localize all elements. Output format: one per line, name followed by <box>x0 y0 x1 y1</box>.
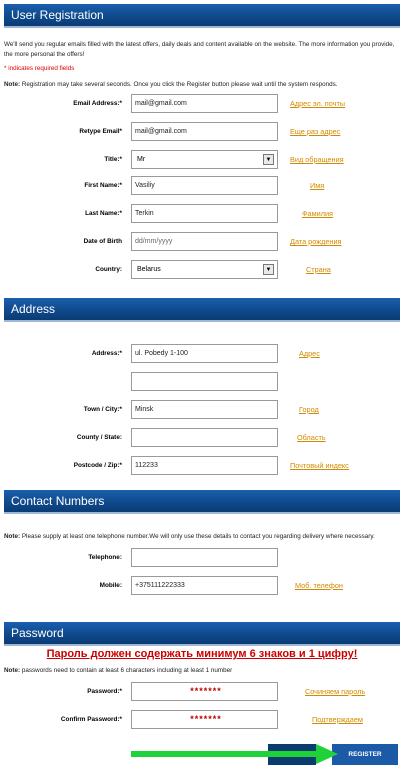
town-field[interactable]: Minsk <box>131 400 278 419</box>
mobile-field[interactable]: +375111222333 <box>131 576 278 595</box>
green-arrow-icon <box>316 744 338 764</box>
address2-row <box>0 372 404 392</box>
county-field[interactable] <box>131 428 278 447</box>
last-name-field[interactable]: Terkin <box>131 204 278 223</box>
telephone-field[interactable] <box>131 548 278 567</box>
last-name-row <box>0 204 404 224</box>
address-ru-hint: Адрес <box>299 349 320 358</box>
town-row <box>0 400 404 420</box>
confirm-password-ru-hint: Подтверждаем <box>312 715 363 724</box>
email-row <box>0 94 404 114</box>
dob-label: Date of Birth <box>83 238 122 245</box>
town-label: Town / City:* <box>83 406 122 413</box>
telephone-label: Telephone: <box>88 554 122 561</box>
title-row <box>0 150 404 170</box>
dob-field[interactable]: dd/mm/yyyy <box>131 232 278 251</box>
register-button[interactable]: REGISTER <box>332 744 398 765</box>
county-ru-hint: Область <box>297 433 326 442</box>
password-warning: Пароль должен содержать минимум 6 знаков и 1 цифру! <box>46 648 358 660</box>
first-name-label: First Name:* <box>84 182 122 189</box>
contact-title: Contact Numbers <box>11 494 105 508</box>
address-header <box>4 298 400 322</box>
contact-header <box>4 490 400 514</box>
mobile-label: Mobile: <box>99 582 122 589</box>
confirm-password-label: Confirm Password:* <box>60 716 122 723</box>
town-ru-hint: Город <box>299 405 319 414</box>
email-ru-hint: Адрес эл. почты <box>290 99 346 108</box>
password-mask: ******* <box>190 686 222 696</box>
green-arrow-shaft <box>131 751 321 757</box>
retype-email-ru-hint: Еще раз адрес <box>290 127 341 136</box>
confirm-password-field[interactable] <box>131 710 278 729</box>
country-select[interactable] <box>131 260 278 279</box>
first-name-field[interactable]: Vasiliy <box>131 176 278 195</box>
title-ru-hint: Вид обращения <box>290 155 344 164</box>
retype-email-row <box>0 122 404 142</box>
country-selected-value: Belarus <box>137 266 161 273</box>
dob-row <box>0 232 404 252</box>
first-name-row <box>0 176 404 196</box>
last-name-ru-hint: Фамилия <box>302 209 333 218</box>
title-label: Title:* <box>104 156 122 163</box>
title-selected-value: Mr <box>137 156 146 163</box>
email-label: Email Address:* <box>73 100 122 107</box>
address1-row <box>0 344 404 364</box>
password-header <box>4 622 400 646</box>
note-label: Note: <box>4 81 21 88</box>
retype-email-field[interactable]: mail@gmail.com <box>131 122 278 141</box>
intro-text: We'll send you regular emails filled with the latest offers, daily deals and content available on the website. The more information you provide, the more personal the offers! <box>4 41 395 58</box>
registration-note <box>4 80 398 90</box>
address-line2-field[interactable] <box>131 372 278 391</box>
password-field[interactable] <box>131 682 278 701</box>
title-select[interactable] <box>131 150 278 169</box>
dob-ru-hint: Дата рождения <box>290 237 342 246</box>
postcode-ru-hint: Почтовый индекс <box>290 461 349 470</box>
required-note: * indicates required fields <box>4 65 75 72</box>
password-ru-hint: Сочиняем пароль <box>305 687 366 696</box>
mobile-row <box>0 576 404 596</box>
note-label: Note: <box>4 667 21 674</box>
password-note <box>4 666 398 676</box>
county-label: County / State: <box>76 434 122 441</box>
note-text: Please supply at least one telephone number.We will only use these details to contact you regarding delivery where necessary. <box>20 533 375 540</box>
password-title: Password <box>11 626 64 640</box>
note-label: Note: <box>4 533 21 540</box>
county-row <box>0 428 404 448</box>
password-label: Password:* <box>87 688 122 695</box>
confirm-password-row <box>0 710 404 730</box>
password-row <box>0 682 404 702</box>
user-registration-title: User Registration <box>11 8 104 22</box>
address-title: Address <box>11 302 56 316</box>
note-text: Registration may take several seconds. Once you click the Register button please wait until the system responds. <box>20 81 338 88</box>
telephone-row <box>0 548 404 568</box>
country-ru-hint: Страна <box>306 265 331 274</box>
confirm-password-mask: ******* <box>190 714 222 724</box>
user-registration-header <box>4 4 400 28</box>
postcode-label: Postcode / Zip:* <box>73 462 122 469</box>
dropdown-arrow-icon[interactable]: ▼ <box>263 264 274 275</box>
dropdown-arrow-icon[interactable]: ▼ <box>263 154 274 165</box>
address1-label: Address:* <box>91 350 122 357</box>
address-line1-field[interactable]: ul. Pobedy 1-100 <box>131 344 278 363</box>
first-name-ru-hint: Имя <box>310 181 325 190</box>
contact-note <box>4 532 398 542</box>
postcode-field[interactable]: 112233 <box>131 456 278 475</box>
retype-email-label: Retype Email* <box>79 128 122 135</box>
postcode-row <box>0 456 404 476</box>
note-text: passwords need to contain at least 6 characters including at least 1 number <box>20 667 233 674</box>
country-label: Country: <box>95 266 122 273</box>
mobile-ru-hint: Моб. телефон <box>295 581 343 590</box>
last-name-label: Last Name:* <box>85 210 122 217</box>
country-row <box>0 260 404 280</box>
email-field[interactable]: mail@gmail.com <box>131 94 278 113</box>
